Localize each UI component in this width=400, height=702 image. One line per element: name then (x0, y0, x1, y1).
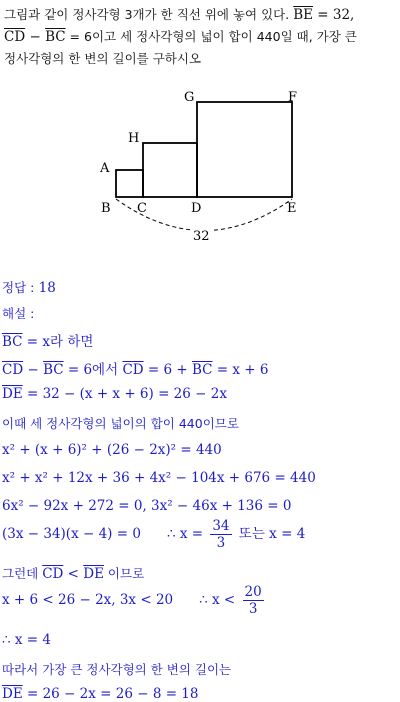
solution-text: x + 6 < 26 − 2x, 3x < 20 (2, 592, 174, 608)
segment-bc: $\overline{BC}$ (45, 29, 66, 45)
solution-line-7: 6x² − 92x + 272 = 0, 3x² − 46x + 136 = 0 (2, 498, 292, 514)
problem-statement (4, 4, 398, 70)
problem-text: = 6이고 세 정사각형의 넓이 합이 440일 때, 가장 큰 (65, 29, 357, 44)
solution-line-3 (2, 386, 227, 402)
segment-de: $\overline{DE}$ (2, 386, 23, 402)
problem-text: 그림과 같이 정사각형 3개가 한 직선 위에 놓여 있다. (4, 7, 294, 22)
fraction (210, 518, 231, 551)
problem-text: = 32, (312, 7, 355, 23)
medium-square (143, 143, 197, 197)
answer-value: 18 (38, 280, 56, 296)
segment-cd: $\overline{CD}$ (42, 566, 64, 582)
segment-de: $\overline{DE}$ (83, 566, 104, 582)
solution-line-9 (2, 564, 144, 582)
segment-bc: $\overline{BC}$ (43, 362, 64, 378)
segment-cd: $\overline{CD}$ (2, 362, 24, 378)
fraction-numerator: 34 (212, 518, 230, 534)
solution-line-5: x² + (x + 6)² + (26 − 2x)² = 440 (2, 442, 222, 458)
solution-line-8 (2, 518, 305, 551)
solution-text: < (63, 566, 84, 582)
segment-de: $\overline{DE}$ (2, 686, 23, 702)
squares-figure (96, 86, 316, 246)
problem-line-3: 정사각형의 한 변의 길이를 구하시오 (4, 51, 202, 66)
solution-text: = x라 하면 (22, 334, 94, 350)
solution-line-12: 따라서 가장 큰 정사각형의 한 변의 길이는 (2, 662, 232, 677)
solution-text: = 32 − (x + x + 6) = 26 − 2x (22, 386, 227, 402)
solution-line-11: ∴ x = 4 (2, 632, 51, 648)
segment-be: $\overline{BE}$ (293, 7, 313, 23)
fraction-denominator: 3 (216, 535, 226, 551)
small-square (116, 170, 143, 197)
solution-text: − (23, 362, 44, 378)
large-square (197, 102, 292, 197)
solution-text: = 6 + (143, 362, 192, 378)
dimension-label: 32 (193, 229, 210, 244)
label-b: B (101, 201, 111, 216)
solution-line-10 (2, 584, 267, 617)
solution-line-4: 이때 세 정사각형의 넓이의 합이 440이므로 (2, 416, 239, 431)
label-h: H (128, 131, 140, 146)
problem-line-2 (4, 26, 398, 48)
label-g: G (184, 90, 195, 105)
segment-bc: $\overline{BC}$ (2, 334, 23, 350)
solution-line-2 (2, 358, 269, 378)
label-d: D (191, 201, 202, 216)
solution-text: 이므로 (103, 566, 145, 581)
fraction-numerator: 20 (244, 584, 262, 600)
minus-sign: − (25, 29, 46, 45)
segment-cd: $\overline{CD}$ (122, 362, 144, 378)
label-f: F (288, 90, 298, 105)
solution-text: 그런데 (2, 566, 43, 581)
explanation-label: 해설 : (2, 306, 35, 321)
solution-text: = x + 6 (212, 362, 269, 378)
solution-line-6: x² + x² + 12x + 36 + 4x² − 104x + 676 = 440 (2, 470, 316, 486)
solution-text: 또는 x = 4 (234, 526, 306, 542)
label-e: E (287, 201, 297, 216)
label-c: C (137, 201, 147, 216)
fraction-denominator: 3 (248, 601, 258, 617)
answer-label: 정답 : (2, 280, 35, 295)
solution-text: (3x − 34)(x − 4) = 0 (2, 526, 141, 542)
solution-text: = 6에서 (63, 362, 123, 378)
solution-text: ∴ x < (199, 592, 240, 608)
problem-line-1 (4, 4, 398, 26)
solution-text: ∴ x = (166, 526, 208, 542)
segment-bc: $\overline{BC}$ (191, 362, 213, 378)
solution-text: = 26 − 2x = 26 − 8 = 18 (22, 686, 199, 702)
fraction (243, 584, 264, 617)
segment-cd: $\overline{CD}$ (4, 29, 26, 45)
answer-line (2, 278, 56, 296)
solution-line-1 (2, 330, 93, 350)
solution-line-13 (2, 686, 198, 702)
label-a: A (100, 161, 110, 176)
